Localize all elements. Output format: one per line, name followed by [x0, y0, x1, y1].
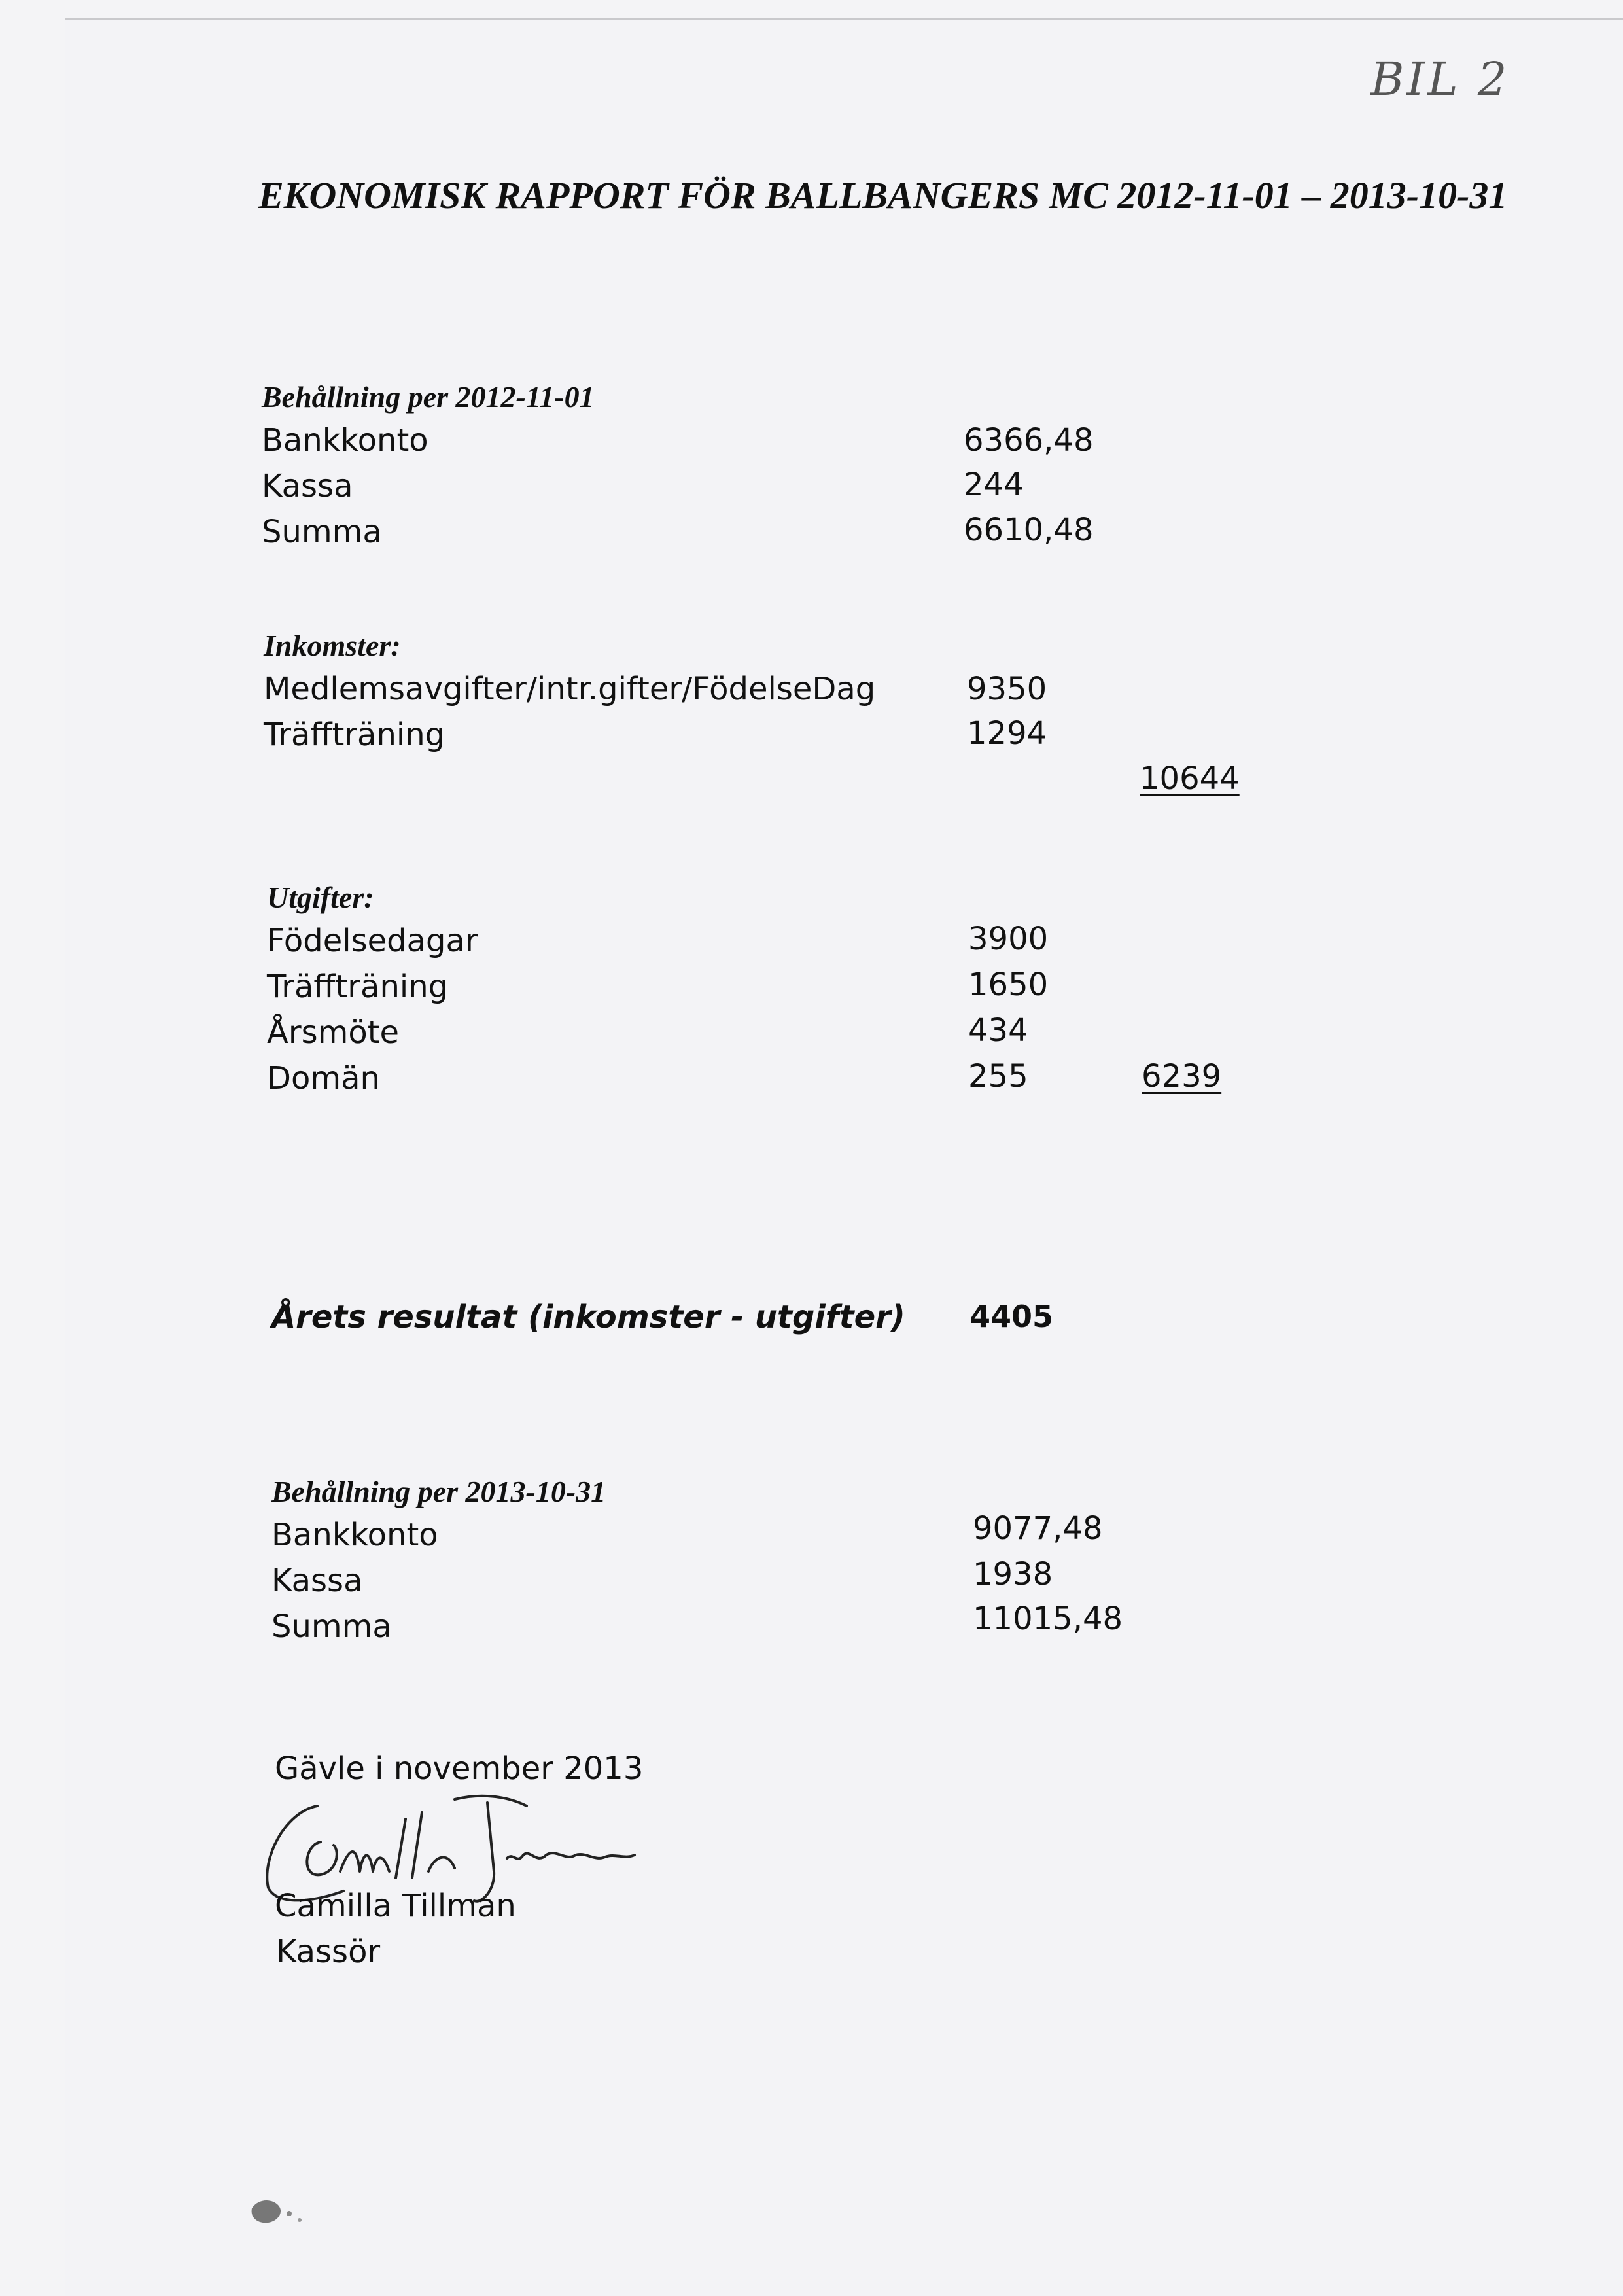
opening-bankkonto-label: Bankkonto [262, 422, 428, 459]
closing-bankkonto-label: Bankkonto [271, 1517, 438, 1553]
expense-row-value: 3900 [968, 921, 1049, 957]
result-label: Årets resultat (inkomster - utgifter) [271, 1299, 905, 1335]
opening-bankkonto-value: 6366,48 [964, 422, 1094, 459]
expense-row-value: 1650 [968, 966, 1049, 1003]
signature-text [0, 0, 1, 1]
opening-balance-heading: Behållning per 2012-11-01 [262, 380, 595, 414]
opening-kassa-value: 244 [964, 467, 1024, 503]
place-date: Gävle i november 2013 [275, 1750, 644, 1787]
income-row-label: Träffträning [264, 716, 445, 753]
expense-row-label: Träffträning [267, 968, 449, 1005]
result-value: 4405 [969, 1299, 1054, 1334]
opening-kassa-label: Kassa [262, 468, 353, 504]
expenses-total: 6239 [1142, 1058, 1222, 1095]
signer-role: Kassör [276, 1934, 381, 1970]
closing-summa-label: Summa [271, 1608, 392, 1645]
closing-summa-value: 11015,48 [973, 1600, 1123, 1637]
closing-kassa-value: 1938 [973, 1556, 1053, 1593]
income-row-label: Medlemsavgifter/intr.gifter/FödelseDag [264, 671, 876, 707]
expense-row-value: 255 [968, 1058, 1028, 1095]
expense-row-label: Födelsedagar [267, 923, 478, 959]
closing-kassa-label: Kassa [271, 1563, 363, 1599]
income-row-value: 1294 [967, 715, 1047, 752]
expenses-heading: Utgifter: [267, 881, 374, 914]
expense-row-value: 434 [968, 1012, 1028, 1049]
page-title: EKONOMISK RAPPORT FÖR BALLBANGERS MC 2012-11-01 – 2013-10-31 [258, 174, 1508, 217]
income-row-value: 9350 [967, 671, 1047, 707]
ink-smudge [249, 2195, 327, 2234]
signer-name: Camilla Tillman [275, 1888, 516, 1924]
expense-row-label: Domän [267, 1060, 380, 1097]
income-total: 10644 [1140, 760, 1240, 797]
expense-row-label: Årsmöte [267, 1014, 400, 1051]
closing-balance-heading: Behållning per 2013-10-31 [271, 1475, 606, 1508]
closing-bankkonto-value: 9077,48 [973, 1510, 1103, 1547]
handwritten-annotation: BIL 2 [1370, 52, 1510, 106]
opening-summa-label: Summa [262, 514, 382, 550]
income-heading: Inkomster: [264, 629, 401, 662]
opening-summa-value: 6610,48 [964, 512, 1094, 548]
